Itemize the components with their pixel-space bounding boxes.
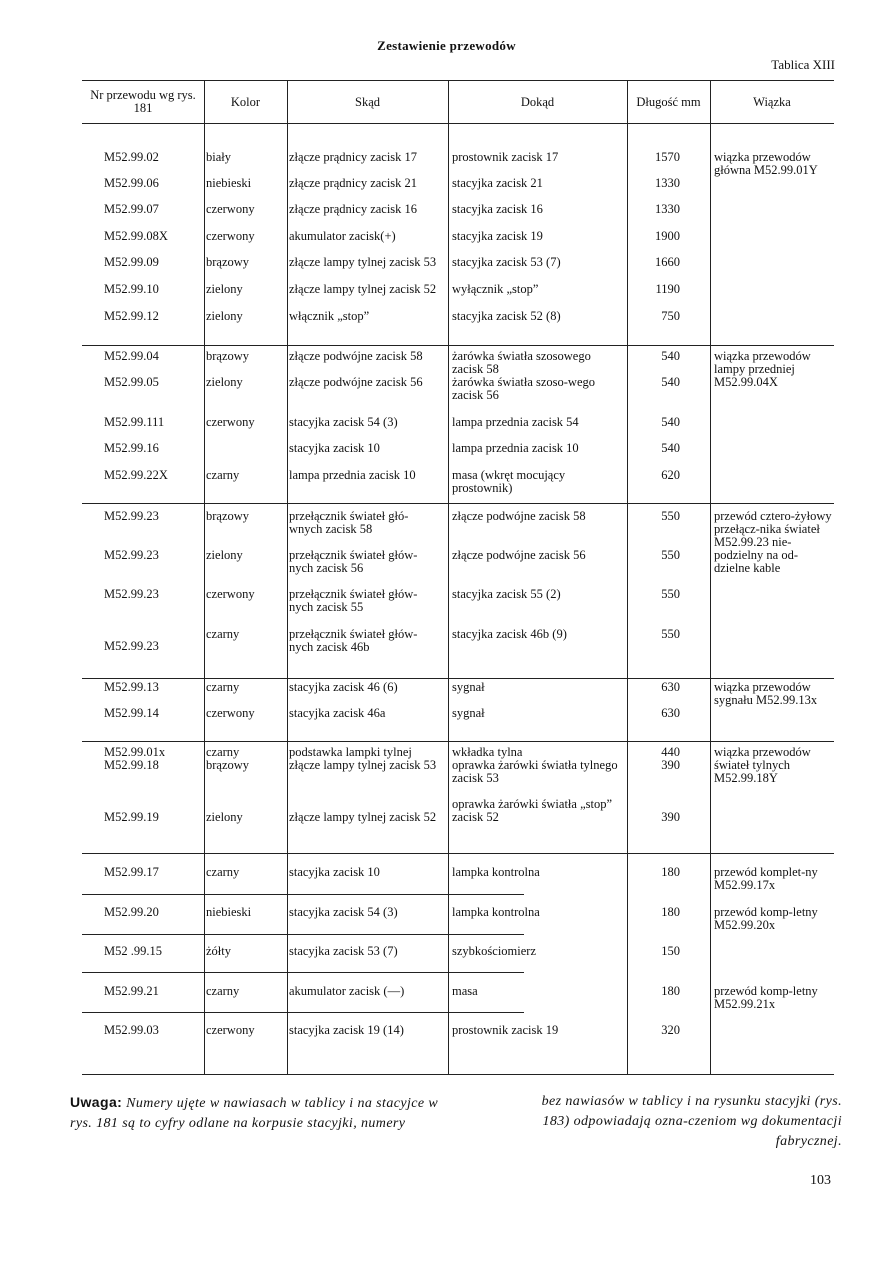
wire-color: zielony: [206, 282, 243, 296]
header-rule: [82, 123, 834, 124]
wire-color: czarny: [206, 745, 240, 759]
wire-color: czerwony: [206, 587, 255, 601]
wire-to: stacyjka zacisk 46b (9): [452, 627, 567, 641]
page-number: 103: [810, 1173, 831, 1188]
wire-color: zielony: [206, 810, 243, 824]
wire-number: M52.99.01x: [104, 745, 166, 759]
wire-color: brązowy: [206, 509, 250, 523]
wire-length: 390: [661, 758, 680, 772]
wire-to: złącze podwójne zacisk 56: [452, 548, 586, 562]
wire-length: 540: [661, 375, 680, 389]
wire-length: 630: [661, 680, 680, 694]
wire-number: M52.99.20: [104, 905, 159, 919]
column-divider: [204, 81, 205, 1074]
wire-from: przełącznik świateł głów-nych zacisk 46b: [289, 627, 418, 654]
wire-color: zielony: [206, 309, 243, 323]
wire-number: M52.99.14: [104, 706, 159, 720]
wire-from: stacyjka zacisk 10: [289, 441, 380, 455]
wire-from: złącze lampy tylnej zacisk 52: [289, 282, 437, 296]
wire-from: stacyjka zacisk 46 (6): [289, 680, 398, 694]
wire-number: M52.99.23: [104, 639, 159, 653]
group-separator: [82, 345, 834, 346]
header-wiazka: Wiązka: [753, 94, 791, 109]
bundle-label: wiązka przewodów sygnału M52.99.13x: [714, 680, 818, 707]
wire-length: 1570: [655, 150, 680, 164]
wire-from: złącze prądnicy zacisk 16: [289, 202, 418, 216]
wire-number: M52.99.21: [104, 984, 159, 998]
bundle-label: przewód komp-letny M52.99.20x: [714, 905, 818, 932]
header-skad: Skąd: [355, 94, 380, 109]
wire-from: złącze lampy tylnej zacisk 52: [289, 810, 437, 824]
column-divider: [287, 81, 288, 1074]
wire-color: zielony: [206, 548, 243, 562]
wire-from: przełącznik świateł głó-wnych zacisk 58: [289, 509, 409, 536]
wire-number: M52.99.23: [104, 548, 159, 562]
header-dlugosc: Długość mm: [636, 94, 701, 109]
wire-length: 1330: [655, 176, 680, 190]
wire-number: M52.99.03: [104, 1023, 159, 1037]
wire-to: stacyjka zacisk 52 (8): [452, 309, 561, 323]
wire-to: stacyjka zacisk 55 (2): [452, 587, 561, 601]
header-dokad: Dokąd: [520, 94, 555, 109]
wire-length: 540: [661, 441, 680, 455]
group-separator: [82, 853, 834, 854]
wire-number: M52.99.07: [104, 202, 159, 216]
bundle-label: przewód komplet-ny M52.99.17x: [714, 865, 818, 892]
wire-color: żółty: [206, 944, 231, 958]
wire-length: 1330: [655, 202, 680, 216]
column-divider: [710, 81, 711, 1074]
wire-to: lampka kontrolna: [452, 905, 540, 919]
wire-to: lampa przednia zacisk 10: [452, 441, 579, 455]
wire-length: 1900: [655, 229, 680, 243]
wire-number: M52.99.10: [104, 282, 159, 296]
wire-from: stacyjka zacisk 19 (14): [289, 1023, 404, 1037]
wire-length: 180: [661, 865, 680, 879]
wire-length: 540: [661, 349, 680, 363]
wire-from: złącze podwójne zacisk 58: [289, 349, 423, 363]
wire-color: czarny: [206, 865, 240, 879]
wire-color: czerwony: [206, 706, 255, 720]
wire-number: M52.99.23: [104, 509, 159, 523]
wire-number: M52.99.08X: [104, 229, 168, 243]
wire-number: M52.99.06: [104, 176, 159, 190]
wire-from: włącznik „stop”: [289, 309, 370, 323]
wire-length: 550: [661, 509, 680, 523]
wire-color: czerwony: [206, 202, 255, 216]
wire-from: złącze lampy tylnej zacisk 53: [289, 758, 437, 772]
group-separator: [82, 1012, 524, 1013]
wire-to: stacyjka zacisk 19: [452, 229, 543, 243]
wire-length: 1660: [655, 255, 680, 269]
wire-number: M52.99.02: [104, 150, 159, 164]
wire-to: masa: [452, 984, 478, 998]
wire-number: M52.99.18: [104, 758, 159, 772]
wire-length: 630: [661, 706, 680, 720]
wire-color: czarny: [206, 627, 240, 641]
wire-number: M52.99.23: [104, 587, 159, 601]
group-separator: [82, 972, 524, 973]
wire-to: stacyjka zacisk 53 (7): [452, 255, 561, 269]
wire-length: 180: [661, 984, 680, 998]
wire-from: złącze lampy tylnej zacisk 53: [289, 255, 437, 269]
footnote-text-right: bez nawiasów w tablicy i na rysunku stacyjki (rys. 183) odpowiadają ozna-czeniom wg dokumentacji fabrycznej.: [541, 1094, 842, 1149]
header-kolor: Kolor: [230, 94, 261, 109]
wire-number: M52.99.09: [104, 255, 159, 269]
wire-color: brązowy: [206, 255, 250, 269]
wire-length: 390: [661, 810, 680, 824]
group-separator: [82, 503, 834, 504]
wire-from: lampa przednia zacisk 10: [289, 468, 416, 482]
footnote-label: Uwaga:: [70, 1094, 123, 1110]
wire-number: M52.99.05: [104, 375, 159, 389]
wire-to: żarówka światła szoso-wego zacisk 56: [452, 375, 596, 402]
bundle-label: przewód komp-letny M52.99.21x: [714, 984, 818, 1011]
footnote-text-left: Numery ujęte w nawiasach w tablicy i na stacyjce w rys. 181 są to cyfry odlane na korpusie stacyjki, numery: [70, 1096, 439, 1131]
wire-number: M52.99.22X: [104, 468, 168, 482]
page-title: Zestawienie przewodów: [377, 38, 516, 53]
wire-color: czarny: [206, 468, 240, 482]
group-separator: [82, 894, 524, 895]
wire-to: szybkościomierz: [452, 944, 537, 958]
wire-to: stacyjka zacisk 16: [452, 202, 543, 216]
wire-to: wkładka tylna: [452, 745, 523, 759]
footnote-left: [70, 1092, 460, 1134]
wire-to: wyłącznik „stop”: [452, 282, 539, 296]
wire-to: żarówka światła szosowego zacisk 58: [452, 349, 591, 376]
wire-number: M52.99.111: [104, 415, 165, 429]
wire-from: stacyjka zacisk 54 (3): [289, 415, 398, 429]
wire-color: niebieski: [206, 905, 252, 919]
wire-from: akumulator zacisk(+): [289, 229, 396, 243]
wire-from: stacyjka zacisk 53 (7): [289, 944, 398, 958]
wire-to: stacyjka zacisk 21: [452, 176, 543, 190]
wire-length: 150: [661, 944, 680, 958]
wire-length: 540: [661, 415, 680, 429]
wire-color: biały: [206, 150, 231, 164]
wire-from: złącze podwójne zacisk 56: [289, 375, 423, 389]
wire-from: przełącznik świateł głów-nych zacisk 55: [289, 587, 418, 614]
wire-to: lampka kontrolna: [452, 865, 540, 879]
wire-number: M52.99.16: [104, 441, 159, 455]
wire-number: M52.99.17: [104, 865, 159, 879]
wire-to: oprawka żarówki światła „stop” zacisk 52: [452, 797, 613, 824]
wire-to: sygnał: [452, 680, 485, 694]
wire-table: [82, 80, 834, 1075]
group-separator: [82, 678, 834, 679]
group-separator: [82, 741, 834, 742]
wire-length: 550: [661, 627, 680, 641]
header-nr: Nr przewodu wg rys. 181: [90, 88, 196, 115]
group-separator: [82, 934, 524, 935]
wire-number: M52.99.12: [104, 309, 159, 323]
wire-to: prostownik zacisk 19: [452, 1023, 559, 1037]
wire-from: przełącznik świateł głów-nych zacisk 56: [289, 548, 418, 575]
wire-from: podstawka lampki tylnej: [289, 745, 412, 759]
wire-color: brązowy: [206, 349, 250, 363]
column-divider: [448, 81, 449, 1074]
wire-to: oprawka żarówki światła tylnego zacisk 53: [452, 758, 618, 785]
wire-color: czerwony: [206, 229, 255, 243]
bundle-label: wiązka przewodów główna M52.99.01Y: [714, 150, 818, 177]
wire-color: brązowy: [206, 758, 250, 772]
wire-length: 620: [661, 468, 680, 482]
wire-from: stacyjka zacisk 10: [289, 865, 380, 879]
wire-from: akumulator zacisk (—): [289, 984, 405, 998]
wire-from: złącze prądnicy zacisk 17: [289, 150, 418, 164]
wire-color: zielony: [206, 375, 243, 389]
wire-to: prostownik zacisk 17: [452, 150, 559, 164]
wire-to: lampa przednia zacisk 54: [452, 415, 579, 429]
wire-color: czarny: [206, 680, 240, 694]
wire-from: stacyjka zacisk 46a: [289, 706, 386, 720]
wire-to: złącze podwójne zacisk 58: [452, 509, 586, 523]
wire-length: 440: [661, 745, 680, 759]
bundle-label: przewód cztero-żyłowy przełącz-nika świateł M52.99.23 nie-podzielny na od-dzielne kable: [714, 509, 832, 575]
wire-length: 1190: [655, 282, 680, 296]
wire-from: złącze prądnicy zacisk 21: [289, 176, 418, 190]
wire-length: 550: [661, 587, 680, 601]
table-number: Tablica XIII: [771, 57, 835, 72]
bundle-label: wiązka przewodów lampy przedniej M52.99.04X: [714, 349, 811, 389]
bundle-label: wiązka przewodów świateł tylnych M52.99.18Y: [714, 745, 811, 785]
wire-number: M52.99.19: [104, 810, 159, 824]
wire-color: czarny: [206, 984, 240, 998]
wire-number: M52.99.04: [104, 349, 159, 363]
wire-to: masa (wkręt mocujący prostownik): [452, 468, 566, 495]
wire-number: M52 .99.15: [104, 944, 162, 958]
wire-from: stacyjka zacisk 54 (3): [289, 905, 398, 919]
wire-length: 750: [661, 309, 680, 323]
wire-length: 320: [661, 1023, 680, 1037]
wire-number: M52.99.13: [104, 680, 159, 694]
wire-length: 180: [661, 905, 680, 919]
wire-length: 550: [661, 548, 680, 562]
wire-color: czerwony: [206, 415, 255, 429]
wire-to: sygnał: [452, 706, 485, 720]
wire-color: czerwony: [206, 1023, 255, 1037]
wire-color: niebieski: [206, 176, 252, 190]
